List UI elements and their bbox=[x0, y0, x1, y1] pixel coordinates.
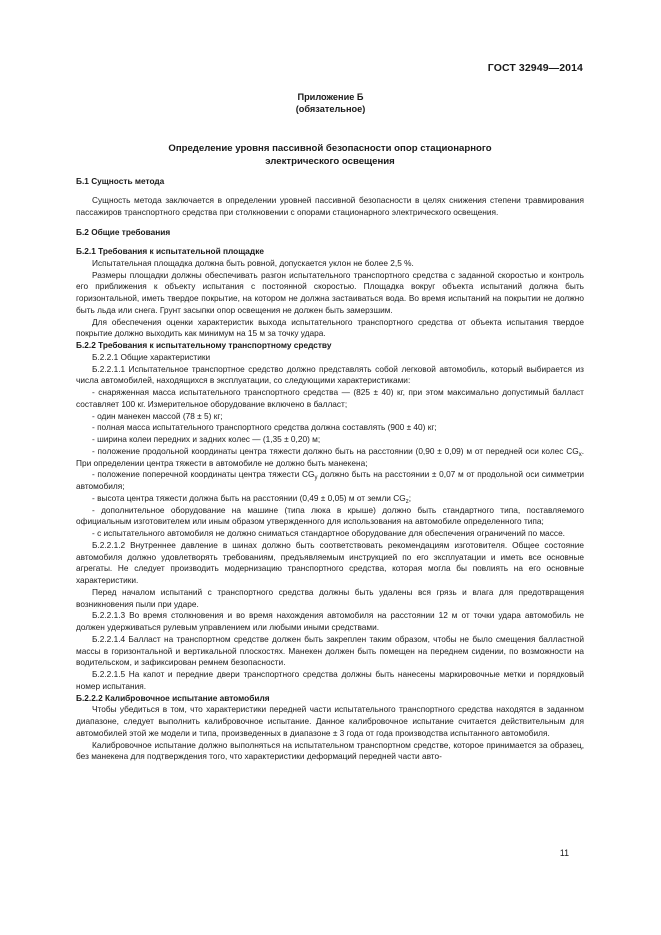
paragraph: Б.2.2.1.1 Испытательное транспортное средство должно представлять собой легковой автомобиль, который выбирается из числа автомобилей, находящихся в эксплуатации, со следующими характеристиками: bbox=[76, 363, 584, 386]
page-number: 11 bbox=[559, 848, 569, 858]
paragraph: Чтобы убедиться в том, что характеристики передней части испытательного транспортного средства находятся в заданном диапазоне, следует выполнить калибровочное испытание. Данное калибровочное испытание считается действительным для автомобилей этой же модели и типа, произведенных в диапазоне ± 3 года от года производства испытанного автомобиля. bbox=[76, 704, 584, 738]
document-body bbox=[76, 176, 584, 763]
paragraph: Б.2.2.1.5 На капот и передние двери транспортного средства должны быть нанесены маркировочные метки и порядковый номер испытания. bbox=[76, 669, 584, 691]
list-item-text: - положение продольной координаты центра тяжести должно быть на расстоянии (0,90 ± 0,09) м от передней оси колес CG bbox=[92, 445, 579, 456]
annex-title: Приложение Б bbox=[297, 92, 364, 102]
list-item-text: - положение поперечной координаты центра тяжести CG bbox=[92, 469, 315, 480]
paragraph: Б.2.2.1.2 Внутреннее давление в шинах должно быть соответствовать рекомендациям изготовителя. Общее состояние автомобиля должно удовлетворять требованиям, предъявляемым инструкцией по его эксплуатации и иметь все основные агрегаты. Не следует производить модернизацию транспортного средства, которая могла бы повлиять на его основные характеристики. bbox=[76, 539, 584, 585]
list-item-text: - высота центра тяжести должна быть на расстоянии (0,49 ± 0,05) м от земли CG bbox=[92, 492, 406, 503]
standard-number: ГОСТ 32949—2014 bbox=[487, 62, 583, 74]
list-item: - ширина колеи передних и задних колес — (1,35 ± 0,20) м; bbox=[92, 434, 321, 444]
list-item: - снаряженная масса испытательного транспортного средства — (825 ± 40) кг, при этом максимально допустимый балласт составляет 100 кг. Измерительное оборудование включено в балласт; bbox=[76, 387, 584, 409]
list-item: - полная масса испытательного транспортного средства должна составлять (900 ± 40) кг; bbox=[92, 422, 437, 433]
paragraph: Испытательная площадка должна быть ровной, допускается уклон не более 2,5 %. bbox=[92, 257, 414, 268]
list-item bbox=[76, 493, 584, 505]
paragraph: Перед началом испытаний с транспортного средства должны быть удалены вся грязь и влага для предотвращения возникновения пыли при ударе. bbox=[76, 586, 584, 609]
list-item-text: . При определении центра тяжести в автомобиле не должно быть манекена; bbox=[76, 445, 584, 468]
title-line-1: Определение уровня пассивной безопасности опор стационарного bbox=[168, 143, 492, 154]
subsection-heading: Б.2.2.2 Калибровочное испытание автомобиля bbox=[76, 692, 270, 703]
title-line-2: электрического освещения bbox=[265, 156, 395, 167]
paragraph: Б.2.2.1 Общие характеристики bbox=[92, 351, 211, 362]
list-item: - дополнительное оборудование на машине (типа люка в крыше) должно быть стандартного типа, поставляемого официальным изготовителем или иным образом утвержденного для использования на автомобиле определенного типа; bbox=[76, 504, 584, 527]
list-item-text: ; bbox=[408, 492, 411, 503]
subsection-heading: Б.2.1 Требования к испытательной площадке bbox=[76, 246, 264, 256]
list-item: - один манекен массой (78 ± 5) кг; bbox=[92, 410, 223, 421]
paragraph: Сущность метода заключается в определении уровней пассивной безопасности в целях снижения степени травмирования пассажиров транспортного средства при столкновении с опорами стационарного электрического освещения. bbox=[76, 194, 584, 217]
paragraph: Калибровочное испытание должно выполняться на испытательном транспортном средстве, которое принимается за образец, без манекена для подтверждения того, что характеристики деформаций передней части авто- bbox=[76, 739, 584, 762]
list-item bbox=[76, 446, 584, 470]
paragraph: Б.2.2.1.4 Балласт на транспортном средстве должен быть закреплен таким образом, чтобы не было смещения балластной массы в горизонтальной и вертикальной плоскостях. Манекен должен быть помещен на переднем сидении, по возможности на водительском, и зафиксирован ремнем безопасности. bbox=[76, 633, 584, 668]
subscript: z bbox=[405, 498, 409, 505]
paragraph: Б.2.2.1.3 Во время столкновения и во время нахождения автомобиля на расстоянии 12 м от точки удара автомобиль не должен удерживаться рулевым управлением или любыми иными средствами. bbox=[76, 610, 584, 632]
paragraph: Для обеспечения оценки характеристик выхода испытательного транспортного средства от объекта испытания твердое покрытие должно выходить как минимум на 15 м за точку удара. bbox=[76, 316, 584, 339]
section-heading: Б.1 Сущность метода bbox=[76, 176, 165, 186]
subsection-heading: Б.2.2 Требования к испытательному транспортному средству bbox=[76, 340, 332, 350]
section-heading: Б.2 Общие требования bbox=[76, 227, 171, 238]
list-item bbox=[76, 469, 584, 493]
subscript: y bbox=[314, 475, 318, 482]
list-item-text: должно быть на расстоянии ± 0,07 м от продольной оси симметрии автомобиля; bbox=[76, 469, 584, 491]
paragraph: Размеры площадки должны обеспечивать разгон испытательного транспортного средства с заданной скоростью и контроль его приближения к объекту испытания с постоянной скоростью. Площадка вокруг объекта испытаний должна быть горизонтальной, иметь твердое покрытие, на котором не должна застаиваться вода. Во время испытаний на покрытии не должно быть льда или снега. Грунт засыпки опор освещения не должен быть замерзшим. bbox=[76, 269, 584, 315]
annex-heading bbox=[0, 91, 661, 115]
list-item: - с испытательного автомобиля не должно сниматься стандартное оборудование для обеспечения ограничений по массе. bbox=[92, 528, 565, 538]
subscript: x bbox=[578, 451, 582, 458]
document-title bbox=[90, 142, 570, 168]
annex-status: (обязательное) bbox=[295, 104, 366, 114]
